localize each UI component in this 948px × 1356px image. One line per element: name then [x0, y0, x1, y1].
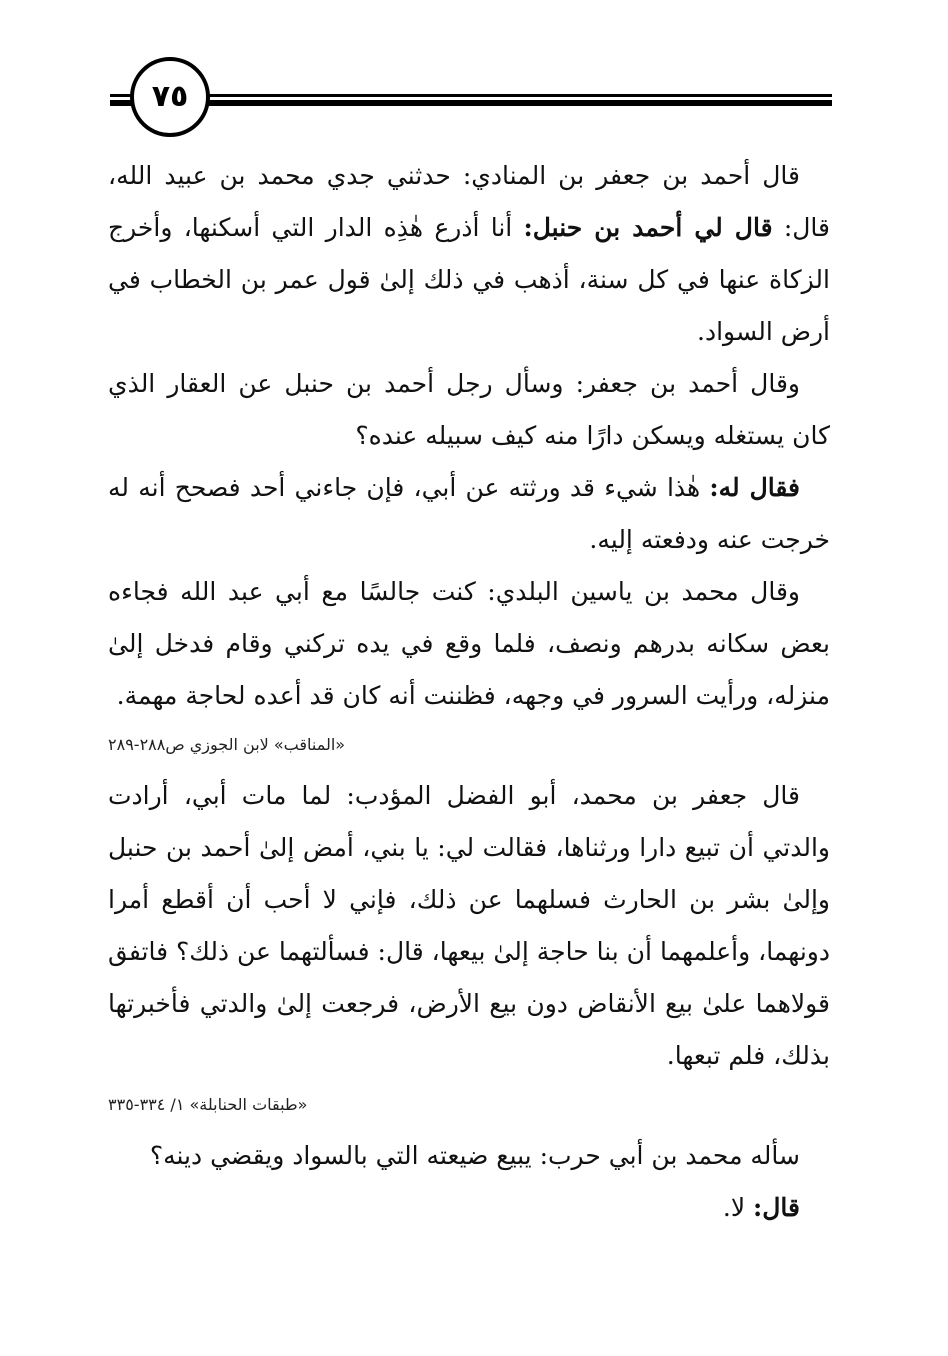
- page-header: [0, 0, 948, 150]
- paragraph-4: وقال محمد بن ياسين البلدي: كنت جالسًا مع أبي عبد الله فجاءه بعض سكانه بدرهم ونصف، فلما وقع في يده تركني وقام فدخل إلىٰ منزله، ورأيت السرور في وجهه، فظننت أنه كان قد أعده لحاجة مهمة.: [108, 577, 830, 710]
- paragraph-7-bold: قال:: [753, 1193, 800, 1222]
- paragraph-1-bold: قال لي أحمد بن حنبل:: [523, 213, 773, 242]
- paragraph-3-bold: فقال له:: [709, 473, 800, 502]
- paragraph-3-text: هٰذا شيء قد ورثته عن أبي، فإن جاءني أحد فصحح أنه له خرجت عنه ودفعته إليه.: [108, 473, 830, 554]
- source-citation-1: «المناقب» لابن الجوزي ص٢٨٨-٢٨٩: [108, 735, 346, 754]
- page-body: [108, 150, 830, 1234]
- paragraph-1: [108, 150, 830, 358]
- paragraph-6: سأله محمد بن أبي حرب: يبيع ضيعته التي بالسواد ويقضي دينه؟: [149, 1141, 800, 1170]
- source-citation-2: «طبقات الحنابلة» ١/ ٣٣٤-٣٣٥: [108, 1095, 308, 1114]
- paragraph-1-rest: أنا أذرع هٰذِه الدار التي أسكنها، وأخرج الزكاة عنها في كل سنة، أذهب في ذلك إلىٰ قول عمر بن الخطاب في أرض السواد.: [108, 213, 830, 346]
- paragraph-7-text: لا.: [722, 1193, 754, 1222]
- paragraph-2: وقال أحمد بن جعفر: وسأل رجل أحمد بن حنبل عن العقار الذي كان يستغله ويسكن دارًا منه كيف سبيله عنده؟: [108, 369, 830, 450]
- paragraph-7: [108, 1182, 830, 1234]
- page-number: ٧٥: [151, 79, 189, 114]
- paragraph-3: [108, 462, 830, 566]
- paragraph-5: قال جعفر بن محمد، أبو الفضل المؤدب: لما مات أبي، أرادت والدتي أن تبيع دارا ورثناها، فقالت لي: يا بني، أمض إلىٰ أحمد بن حنبل وإلىٰ بشر بن الحارث فسلهما عن ذلك، فإني لا أحب أن أقطع أمرا دونهما، وأعلمهما أن بنا حاجة إلىٰ بيعها، قال: فسألتهما عن ذلك؟ فاتفق قولاهما علىٰ بيع الأنقاض دون بيع الأرض، فرجعت إلىٰ والدتي فأخبرتها بذلك، فلم تبعها.: [108, 781, 830, 1070]
- paragraph-1-intro: قال أحمد بن جعفر بن المنادي: حدثني جدي محمد بن عبيد الله، قال:: [108, 161, 830, 242]
